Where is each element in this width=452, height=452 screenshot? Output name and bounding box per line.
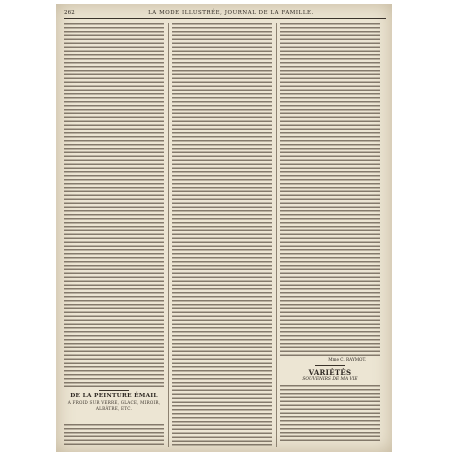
newspaper-page	[56, 4, 392, 452]
body-text-block	[280, 385, 380, 441]
header-rule	[64, 18, 386, 19]
section-rule	[99, 390, 129, 391]
column-divider	[168, 23, 169, 447]
text-column-middle	[172, 23, 272, 447]
article-subtitle: A FROID SUR VERRE, GLACE, MIROIR, ALBÂTRE, ETC.	[67, 400, 161, 411]
text-column-left	[64, 23, 164, 409]
author-signature: Mme C. RAYMOT.	[328, 357, 366, 362]
body-text-block	[172, 23, 272, 447]
article-title: DE LA PEINTURE ÉMAIL	[70, 393, 158, 399]
body-text-block	[64, 23, 164, 388]
publication-title: LA MODE ILLUSTRÉE, JOURNAL DE LA FAMILLE.	[148, 10, 314, 16]
section-rule	[315, 365, 345, 366]
column-divider	[276, 23, 277, 447]
body-text-block	[64, 424, 164, 446]
text-column-right	[280, 23, 380, 447]
page-number: 262	[64, 10, 75, 16]
body-text-block	[280, 23, 380, 357]
section-subtitle: SOUVENIRS DE MA VIE	[302, 377, 358, 382]
section-title: VARIÉTÉS	[308, 368, 352, 377]
